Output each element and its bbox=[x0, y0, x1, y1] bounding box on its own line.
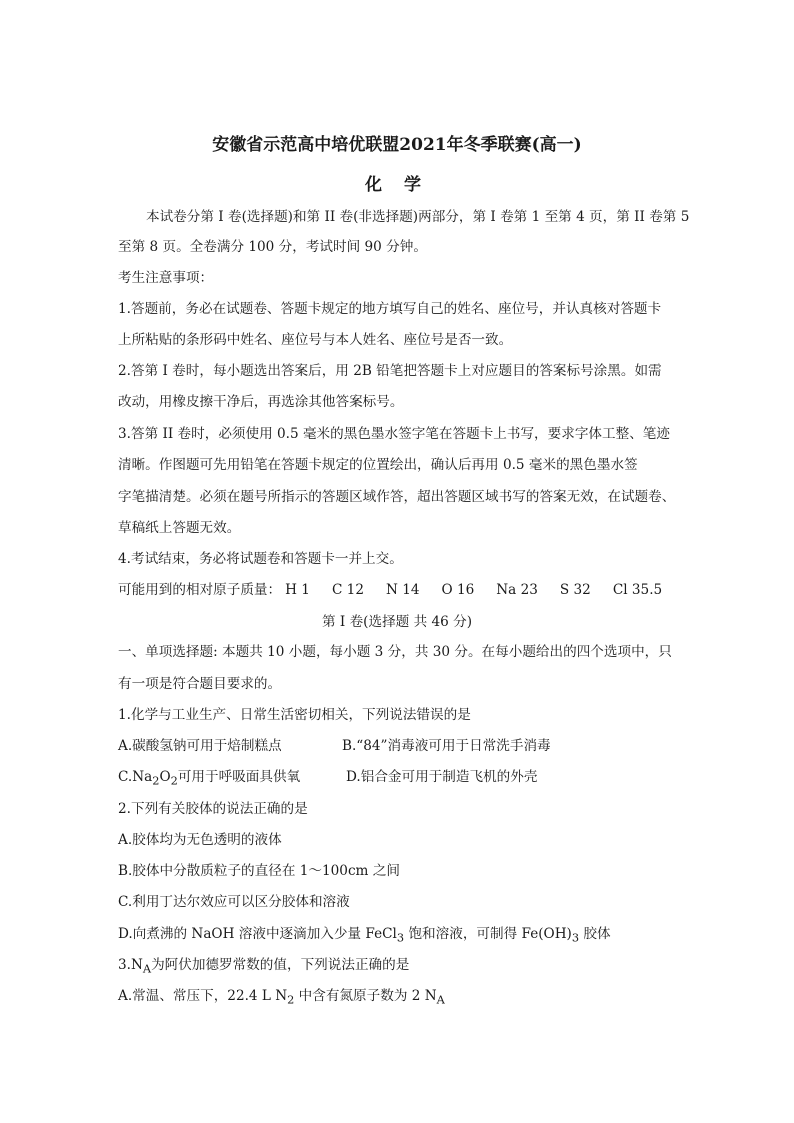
section-1-line-1: 一、单项选择题: 本题共 10 小题，每小题 3 分，共 30 分。在每小题给出的四个选项中，只 bbox=[118, 644, 672, 660]
atomic-mass-c: C 12 bbox=[331, 582, 364, 598]
q2-option-d-pre: D.向煮沸的 NaOH 溶液中逐滴加入少量 FeCl bbox=[118, 926, 397, 942]
note-3-line-4: 草稿纸上答题无效。 bbox=[118, 520, 241, 536]
atomic-mass-label: 可能用到的相对原子质量： bbox=[118, 582, 282, 598]
part-1-title: 第 I 卷(选择题 共 46 分) bbox=[321, 614, 473, 630]
q3-option-a-sub2: A bbox=[436, 992, 445, 1007]
note-3-line-3: 字笔描清楚。必须在题号所指示的答题区域作答，超出答题区域书写的答案无效，在试题卷、 bbox=[118, 489, 676, 505]
q3-option-a-mid: 中含有氮原子数为 2 N bbox=[294, 988, 437, 1004]
q3-option-a-pre: A.常温、常压下，22.4 L N bbox=[118, 988, 288, 1004]
q2-option-d-post: 胶体 bbox=[579, 926, 611, 942]
note-3-line-1: 3.答第 II 卷时，必须使用 0.5 毫米的黑色墨水签字笔在答题卡上书写，要求字体工整、笔迹 bbox=[118, 426, 670, 442]
note-1-line-1: 1.答题前，务必在试题卷、答题卡规定的地方填写自己的姓名、座位号，并认真核对答题卡 bbox=[118, 301, 662, 317]
intro-line-2: 至第 8 页。全卷满分 100 分，考试时间 90 分钟。 bbox=[118, 239, 427, 255]
note-4: 4.考试结束，务必将试题卷和答题卡一并上交。 bbox=[118, 551, 403, 567]
notes-heading: 考生注意事项： bbox=[118, 270, 214, 286]
q3-stem-post: 为阿伏加德罗常数的值，下列说法正确的是 bbox=[151, 957, 410, 973]
q2-option-d-sub2: 3 bbox=[571, 930, 580, 945]
note-2-line-1: 2.答第 I 卷时，每小题选出答案后，用 2B 铅笔把答题卡上对应题目的答案标号涂黑。如需 bbox=[118, 363, 662, 379]
q1-stem: 1.化学与工业生产、日常生活密切相关，下列说法错误的是 bbox=[118, 707, 471, 723]
q2-option-d-mid: 饱和溶液，可制得 Fe(OH) bbox=[404, 926, 572, 942]
atomic-mass-cl: Cl 35.5 bbox=[612, 582, 663, 598]
exam-title: 安徽省示范高中培优联盟2021年冬季联赛(高一) bbox=[212, 135, 582, 155]
q2-option-b: B.胶体中分散质粒子的直径在 1～100cm 之间 bbox=[118, 863, 400, 879]
atomic-mass-s: S 32 bbox=[559, 582, 591, 598]
q3-option-a bbox=[118, 987, 445, 1009]
atomic-mass-o: O 16 bbox=[441, 582, 475, 598]
q1-option-c-sub2: 2 bbox=[170, 773, 178, 788]
q3-option-a-sub1: 2 bbox=[287, 992, 295, 1007]
note-2-line-2: 改动，用橡皮擦干净后，再选涂其他答案标号。 bbox=[118, 394, 404, 410]
q1-option-c-post: 可用于呼吸面具供氧 bbox=[177, 769, 301, 785]
note-3-line-2: 清晰。作图题可先用铅笔在答题卡规定的位置绘出，确认后再用 0.5 毫米的黑色墨水签 bbox=[118, 457, 638, 473]
section-1-line-2: 有一项是符合题目要求的。 bbox=[118, 676, 282, 692]
atomic-mass-n: N 14 bbox=[385, 582, 420, 598]
q2-option-d-sub1: 3 bbox=[396, 930, 405, 945]
q2-option-a: A.胶体均为无色透明的液体 bbox=[118, 832, 282, 848]
q1-option-c bbox=[118, 768, 300, 790]
q2-option-d bbox=[118, 925, 611, 947]
note-1-line-2: 上所粘贴的条形码中姓名、座位号与本人姓名、座位号是否一致。 bbox=[118, 332, 513, 348]
q1-option-a: A.碳酸氢钠可用于焙制糕点 bbox=[118, 738, 282, 754]
atomic-mass-h: H 1 bbox=[285, 582, 310, 598]
q3-stem-sub: A bbox=[142, 961, 152, 976]
atomic-mass-na: Na 23 bbox=[496, 582, 538, 598]
q2-option-c: C.利用丁达尔效应可以区分胶体和溶液 bbox=[118, 894, 350, 910]
q1-option-c-mid: O bbox=[159, 769, 171, 785]
q1-option-b: B.“84”消毒液可用于日常洗手消毒 bbox=[342, 738, 551, 754]
q1-option-d: D.铝合金可用于制造飞机的外壳 bbox=[346, 769, 538, 785]
q1-option-c-pre: C.Na bbox=[118, 769, 153, 785]
q3-stem bbox=[118, 956, 409, 978]
subject-title: 化 学 bbox=[365, 175, 429, 195]
q3-stem-pre: 3.N bbox=[118, 957, 143, 973]
atomic-mass-line bbox=[118, 581, 684, 599]
q2-stem: 2.下列有关胶体的说法正确的是 bbox=[118, 801, 308, 817]
q1-option-c-sub1: 2 bbox=[152, 773, 160, 788]
intro-line-1: 本试卷分第 I 卷(选择题)和第 II 卷(非选择题)两部分，第 I 卷第 1 至第 4 页，第 II 卷第 5 bbox=[146, 209, 690, 225]
